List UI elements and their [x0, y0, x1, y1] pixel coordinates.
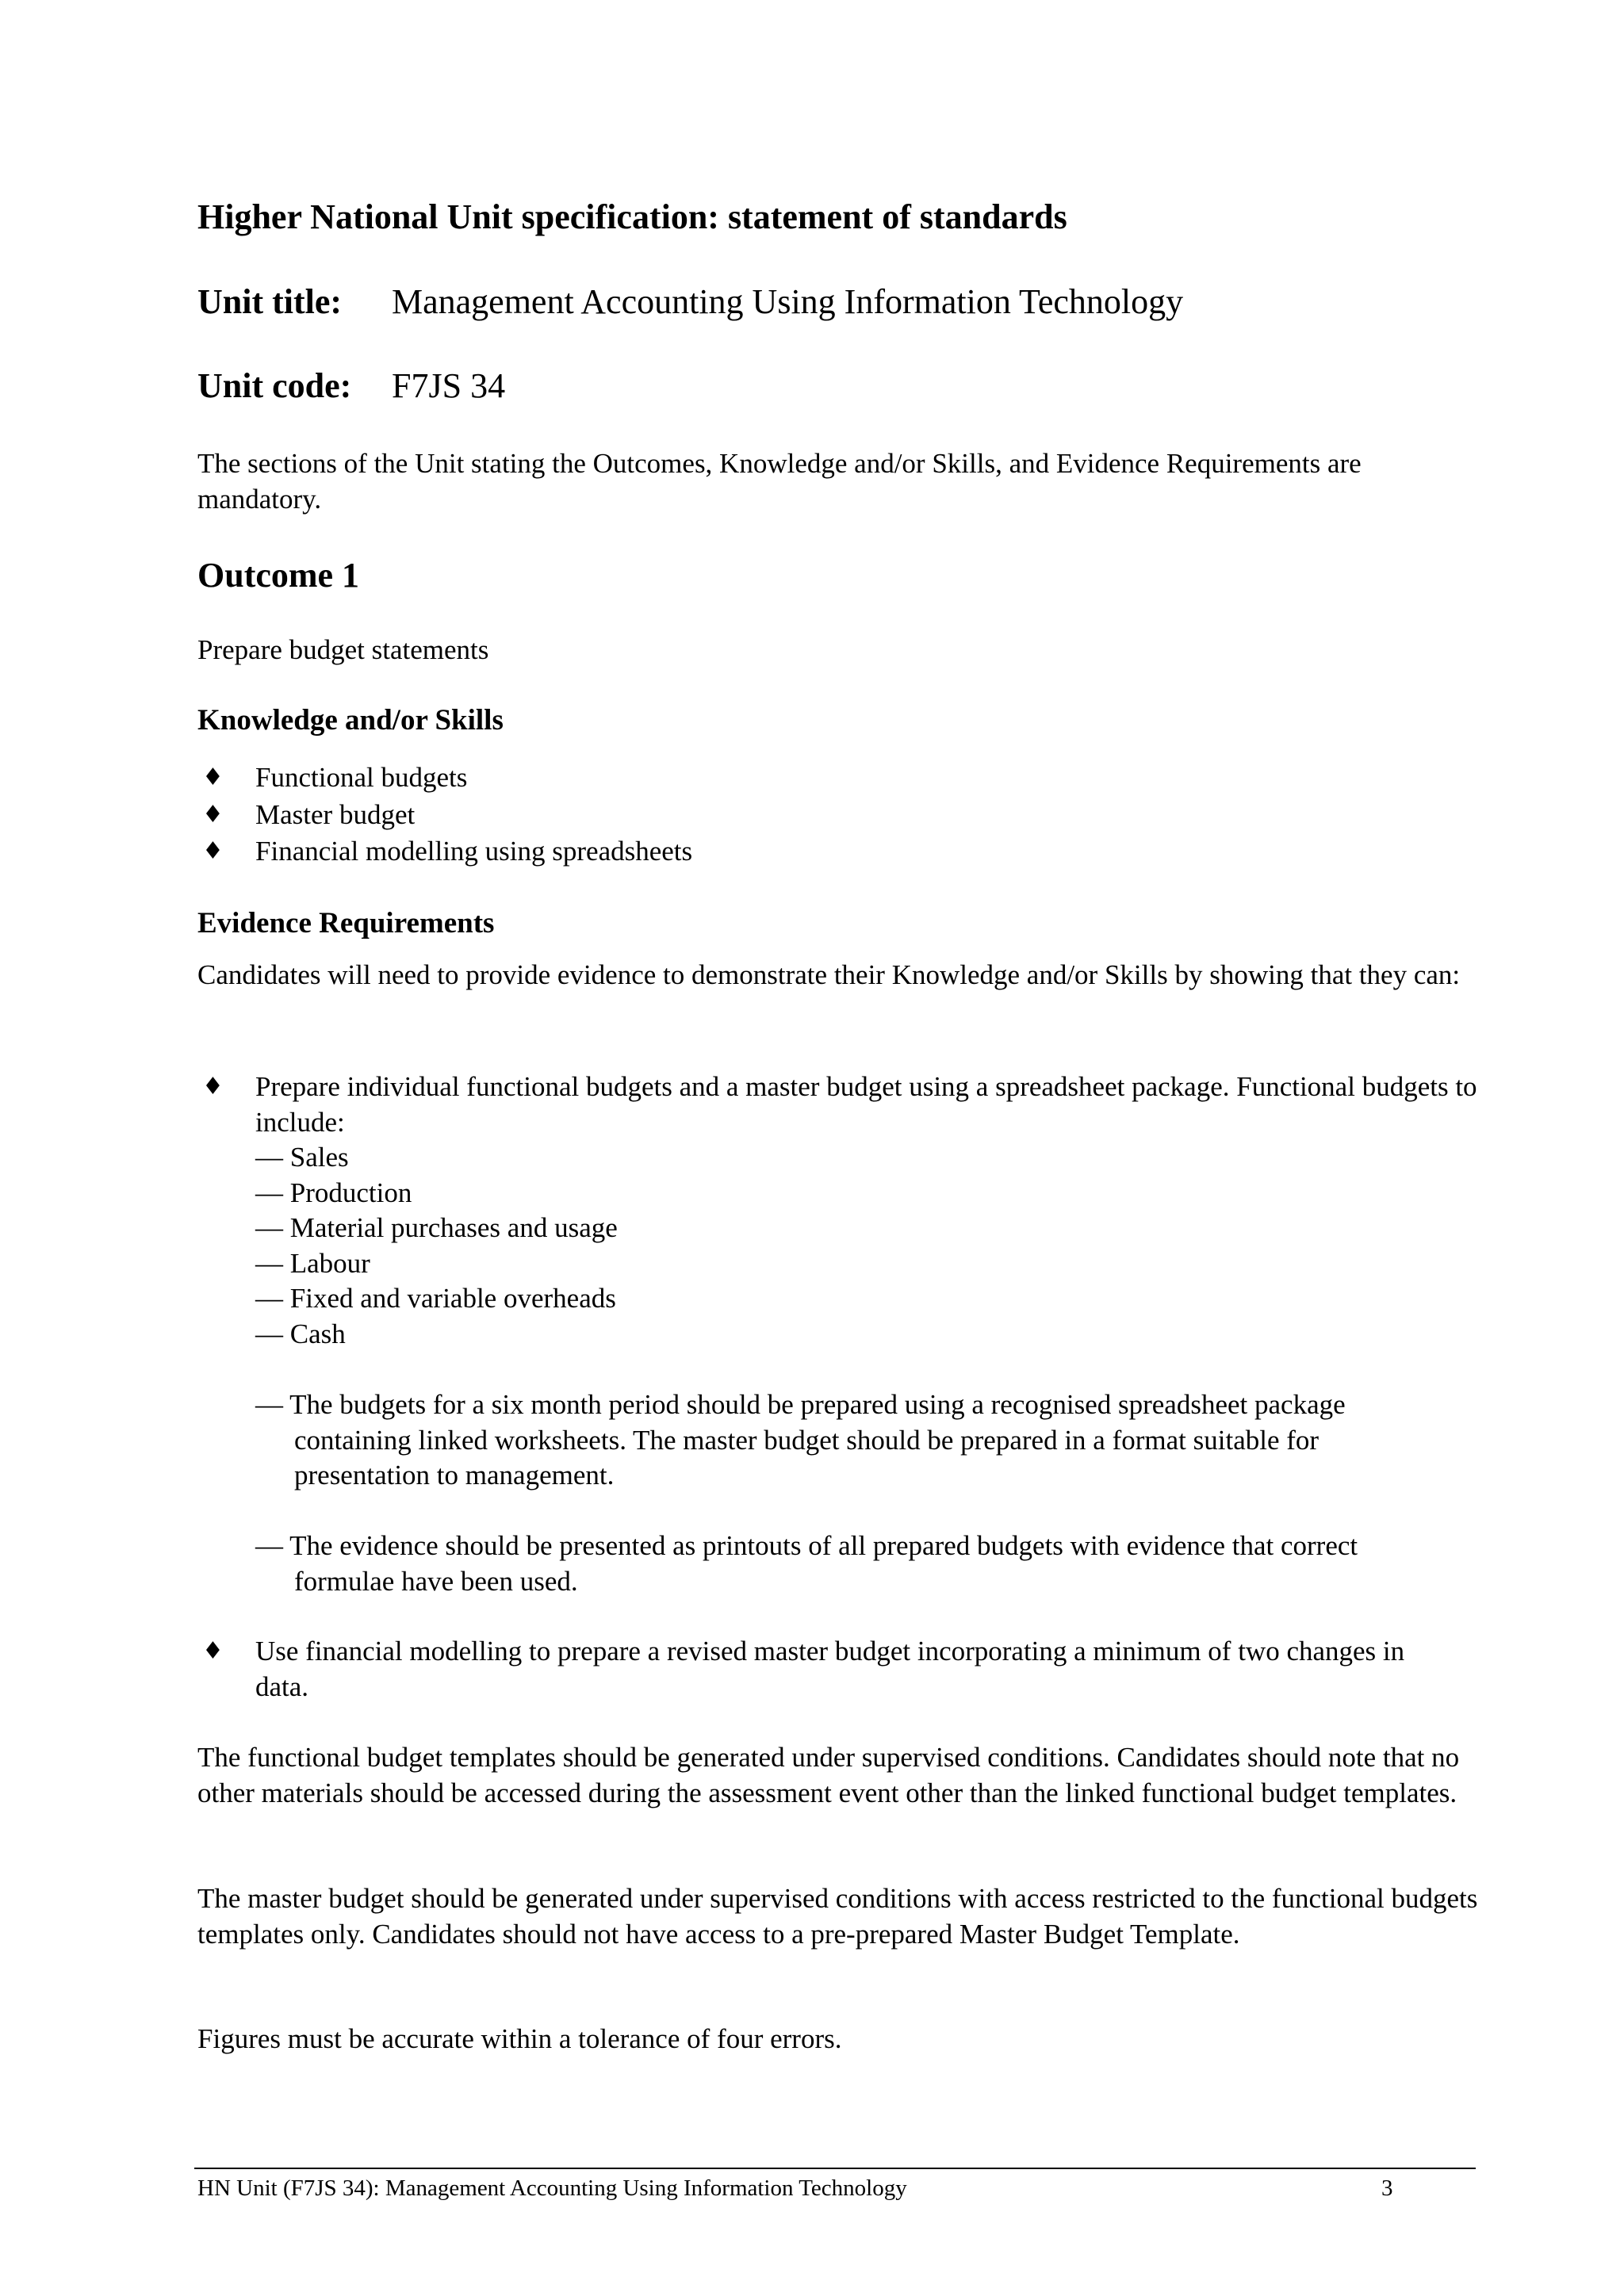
footer-divider	[194, 2168, 1476, 2169]
list-item: — Material purchases and usage	[255, 1212, 618, 1243]
master-budget-paragraph: The master budget should be generated under supervised conditions with access restricted to the functional budgets templates only. Candidates should not have access to a pre-prepared Master Budget Template.	[197, 1883, 1478, 1950]
list-item	[197, 797, 692, 834]
unit-title-label: Unit title:	[197, 282, 343, 321]
note-continuation: formulae have been used.	[294, 1565, 578, 1597]
knowledge-item: Financial modelling using spreadsheets	[255, 836, 693, 867]
unit-title-row	[197, 281, 1184, 322]
knowledge-list	[197, 760, 692, 871]
diamond-bullet-icon: ♦	[202, 763, 224, 791]
note-first-line: — The evidence should be presented as printouts of all prepared budgets with evidence that correct	[255, 1530, 1358, 1561]
unit-title-value: Management Accounting Using Information Technology	[392, 282, 1184, 321]
diamond-bullet-icon: ♦	[202, 1073, 224, 1100]
evidence-intro: Candidates will need to provide evidence to demonstrate their Knowledge and/or Skills by showing that they can:	[197, 959, 1461, 990]
diamond-bullet-icon: ♦	[202, 1637, 224, 1665]
note-first-line: — The budgets for a six month period should be prepared using a recognised spreadsheet package	[255, 1389, 1346, 1420]
outcome-heading: Outcome 1	[197, 556, 360, 595]
page-number: 3	[1381, 2175, 1393, 2201]
list-item	[197, 833, 692, 871]
list-item: — Labour	[255, 1247, 370, 1279]
list-item: — Sales	[255, 1142, 349, 1173]
evidence-item-1	[197, 1070, 1506, 1352]
evidence-item-2	[197, 1634, 1434, 1705]
tolerance-paragraph: Figures must be accurate within a tolerance of four errors.	[197, 2023, 842, 2054]
main-heading: Higher National Unit specification: statement of standards	[197, 197, 1067, 236]
outcome-description: Prepare budget statements	[197, 634, 489, 665]
list-item: — Production	[255, 1177, 412, 1208]
footer-text: HN Unit (F7JS 34): Management Accounting Using Information Technology	[197, 2175, 907, 2201]
unit-code-row	[197, 365, 506, 406]
list-item: — Fixed and variable overheads	[255, 1283, 616, 1314]
unit-code-label: Unit code:	[197, 366, 352, 405]
evidence-item-1-text: Prepare individual functional budgets and a master budget using a spreadsheet package. Functional budgets to include:	[255, 1071, 1477, 1138]
knowledge-item: Master budget	[255, 798, 416, 830]
note-continuation: containing linked worksheets. The master budget should be prepared in a format suitable for presentation to management.	[294, 1424, 1320, 1490]
diamond-bullet-icon: ♦	[202, 800, 224, 828]
evidence-note-1	[255, 1387, 1461, 1494]
evidence-note-2	[255, 1529, 1461, 1599]
budget-types-list	[255, 1140, 1506, 1352]
intro-paragraph: The sections of the Unit stating the Outcomes, Knowledge and/or Skills, and Evidence Requirements are mandatory.	[197, 448, 1362, 515]
list-item	[197, 760, 692, 797]
evidence-item-2-text: Use financial modelling to prepare a revised master budget incorporating a minimum of two changes in data.	[255, 1636, 1405, 1702]
knowledge-heading: Knowledge and/or Skills	[197, 704, 504, 737]
diamond-bullet-icon: ♦	[202, 837, 224, 865]
knowledge-item: Functional budgets	[255, 762, 468, 793]
list-item: — Cash	[255, 1318, 346, 1349]
supervised-templates-paragraph: The functional budget templates should be generated under supervised conditions. Candidates should note that no other materials should be accessed during the assessment event other than the linked functional budget templates.	[197, 1742, 1460, 1808]
evidence-heading: Evidence Requirements	[197, 907, 495, 939]
unit-code-value: F7JS 34	[392, 366, 506, 405]
